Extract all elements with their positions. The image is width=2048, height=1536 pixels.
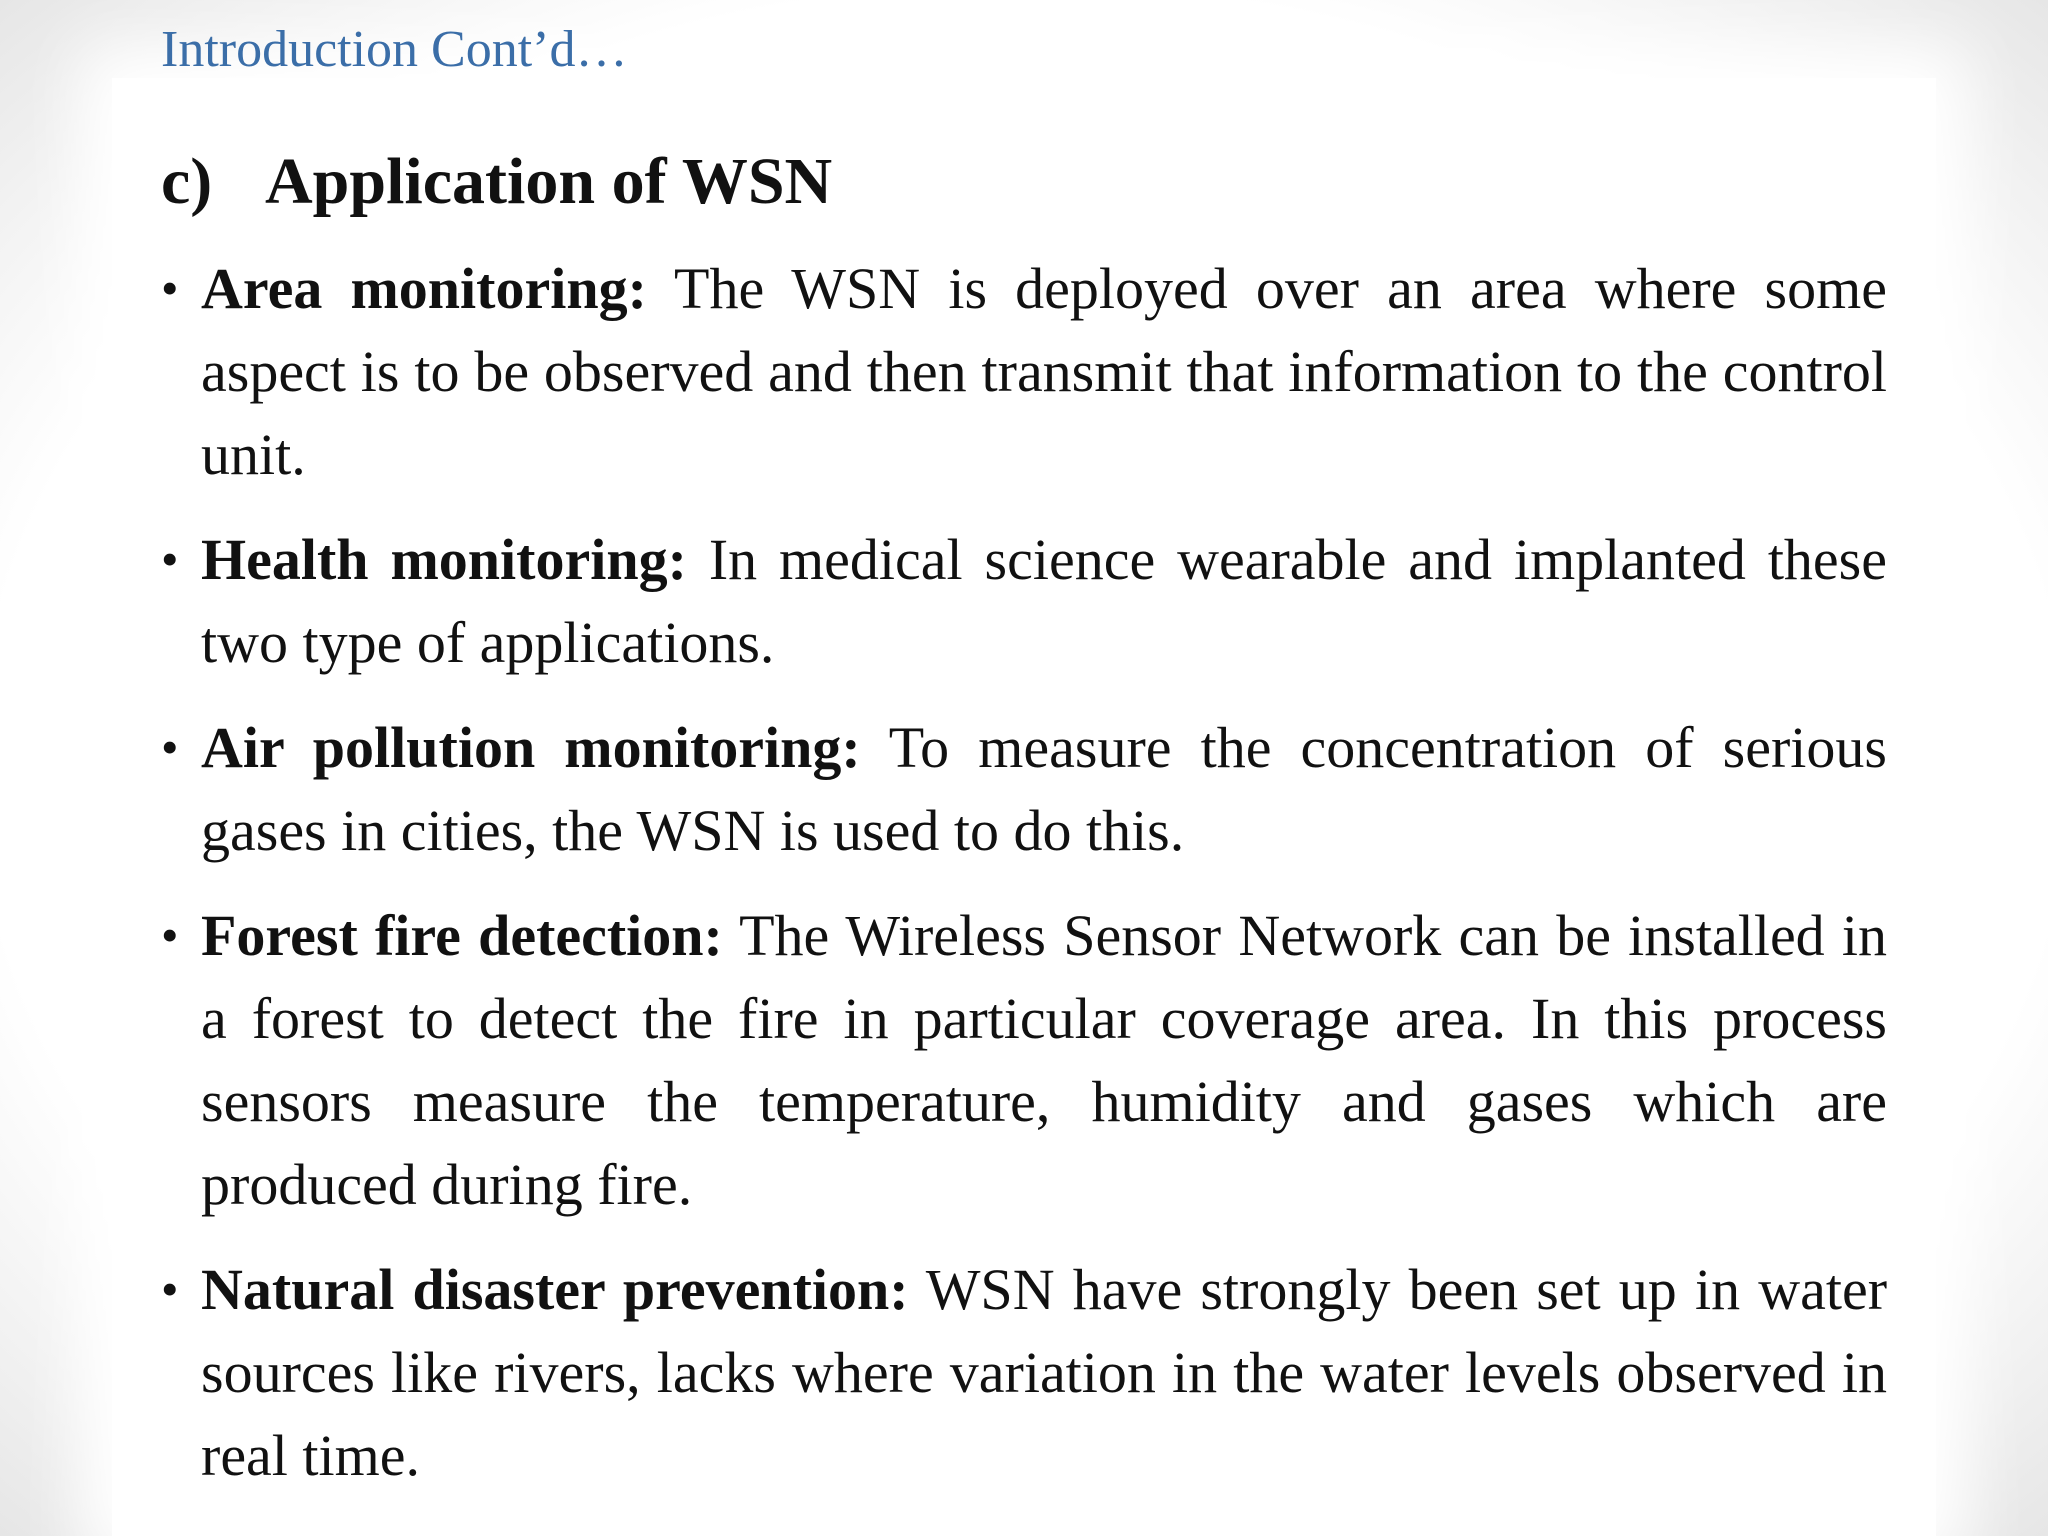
applications-list bbox=[161, 247, 1887, 1519]
bullet-icon: • bbox=[161, 260, 179, 316]
bullet-text: To measure the concentration of serious gases in cities, the WSN is used to do this. bbox=[201, 715, 1887, 863]
bullet-icon: • bbox=[161, 531, 179, 587]
bullet-term: Area monitoring: bbox=[201, 256, 647, 321]
bullet-text: WSN have strongly been set up in water sources like rivers, lacks where variation in the water levels observed in real time. bbox=[201, 1257, 1888, 1488]
list-item-forest-fire-detection bbox=[161, 894, 1887, 1226]
list-item-health-monitoring bbox=[161, 518, 1887, 684]
list-item-area-monitoring bbox=[161, 247, 1887, 496]
bullet-term: Natural disaster prevention: bbox=[201, 1257, 909, 1322]
bullet-text: The WSN is deployed over an area where some aspect is to be observed and then transmit that information to the control unit. bbox=[201, 256, 1887, 487]
heading-letter: c) bbox=[161, 145, 213, 218]
bullet-icon: • bbox=[161, 907, 179, 963]
slide-heading bbox=[161, 140, 832, 224]
heading-text: Application of WSN bbox=[265, 145, 833, 218]
bullet-icon: • bbox=[161, 719, 179, 775]
bullet-icon: • bbox=[161, 1261, 179, 1317]
bullet-text: In medical science wearable and implanted these two type of applications. bbox=[201, 527, 1887, 675]
list-item-natural-disaster-prevention bbox=[161, 1248, 1887, 1497]
section-title: Introduction Cont’d… bbox=[161, 21, 628, 78]
bullet-term: Health monitoring: bbox=[201, 527, 687, 592]
bullet-text: The Wireless Sensor Network can be installed in a forest to detect the fire in particular coverage area. In this process sensors measure the temperature, humidity and gases which are produced during fire. bbox=[201, 903, 1888, 1217]
list-item-air-pollution-monitoring bbox=[161, 706, 1887, 872]
bullet-term: Air pollution monitoring: bbox=[201, 715, 861, 780]
bullet-term: Forest fire detection: bbox=[201, 903, 723, 968]
